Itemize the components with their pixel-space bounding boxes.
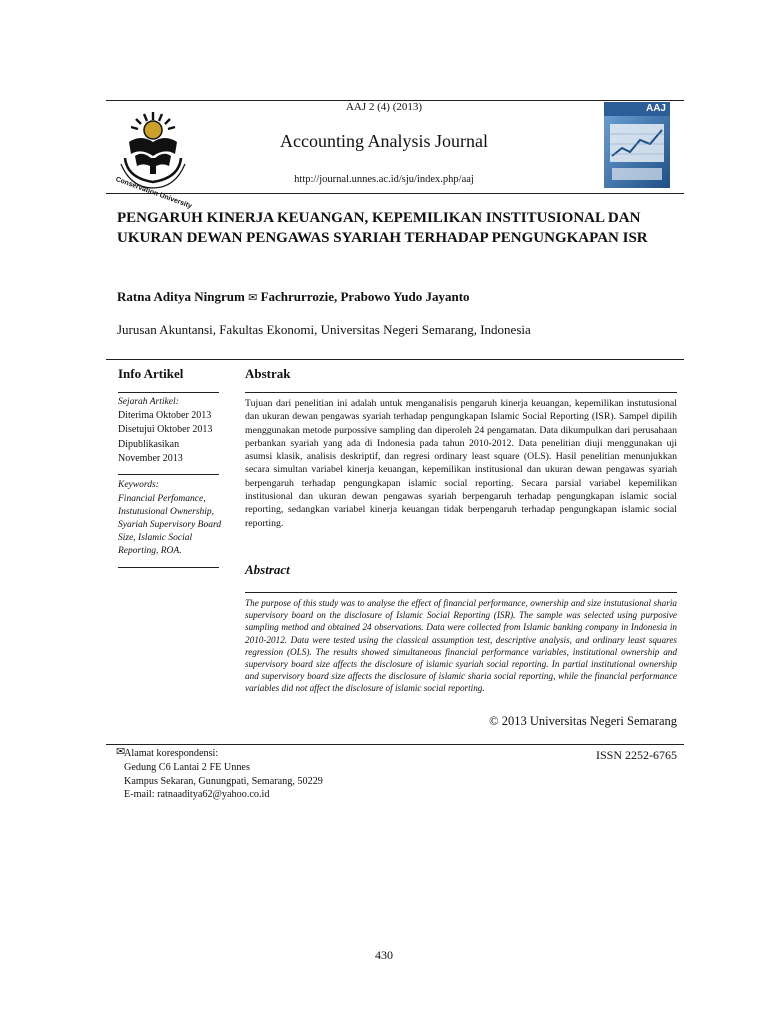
correspondence-label: Alamat korespondensi: (124, 748, 219, 759)
issn: ISSN 2252-6765 (595, 748, 677, 762)
keywords-label: Keywords: (118, 480, 159, 490)
author-primary: Ratna Aditya Ningrum (117, 289, 245, 304)
info-rule-1 (118, 392, 219, 393)
abstrak-heading: Abstrak (245, 366, 291, 381)
footer-rule (106, 744, 684, 745)
abstrak-rule (245, 392, 677, 393)
author-affiliation: Jurusan Akuntansi, Fakultas Ekonomi, Universitas Negeri Semarang, Indonesia (117, 322, 531, 337)
journal-url[interactable]: http://journal.unnes.ac.id/sju/index.php/aaj (294, 174, 474, 185)
university-logo (113, 108, 193, 211)
correspondence-email[interactable]: E-mail: ratnaaditya62@yahoo.co.id (124, 789, 270, 801)
history-list (118, 409, 212, 465)
envelope-icon: ✉ (116, 746, 126, 758)
copyright-line: © 2013 Universitas Negeri Semarang (489, 714, 677, 728)
history-item: Disetujui Oktober 2013 (118, 423, 213, 435)
correspondence-line: Gedung C6 Lantai 2 FE Unnes (124, 761, 250, 773)
history-item: November 2013 (118, 452, 183, 464)
author-others: Fachrurrozie, Prabowo Yudo Jayanto (260, 289, 470, 304)
history-item: Diterima Oktober 2013 (118, 410, 212, 421)
info-rule-3 (118, 567, 219, 568)
article-title: PENGARUH KINERJA KEUANGAN, KEPEMILIKAN INSTITUSIONAL DAN UKURAN DEWAN PENGAWAS SYARIAH TERHADAP PENGUNGKAPAN ISR (117, 210, 648, 246)
page-number: 430 (375, 948, 393, 962)
envelope-icon: ✉ (248, 292, 258, 304)
keywords-text: Financial Perfomance, Instutusional Ownership, Syariah Supervisory Board Size, Islamic Social Reporting, ROA. (118, 494, 222, 556)
section-rule (106, 359, 684, 360)
correspondence-line: Kampus Sekaran, Gunungpati, Semarang, 50229 (124, 775, 323, 787)
correspondence-block (124, 747, 323, 802)
info-heading: Info Artikel (118, 366, 184, 381)
info-rule-2 (118, 474, 219, 475)
university-logo-text: Conservation University (114, 176, 193, 211)
journal-title: Accounting Analysis Journal (280, 131, 488, 151)
abstrak-text: Tujuan dari penelitian ini adalah untuk menganalisis pengaruh kinerja keuangan, kepemilikan instutusional dan ukuran dewan pengawas syariah terhadap pengungkapan Islamic Social Reporting (ISR). Sampel dipilih menggunakan metode purpossive sampling dan diperoleh 24 pengamatan. Data dikumpulkan dari perusahaan perbankan syariah yang ada di Indonesia pada tahun 2010-2012. Data penelitian diuji menggunakan uji asumsi klasik, analisis deskriptif, dan regresi ordinary least square (OLS). Hasil penelitian menunjukkan secara simultan variabel kinerja keuangan, kepemilikan institusional dan ukuran dewan pengawas syariah berpengaruh terhadap pengungkapan islamic social reporting. Secara parsial variabel kepemilikan institusional dan ukuran dewan pengawas syariah berpengaruh terhadap pengungkapan islamic social reporting, sedangkan variabel kinerja keuangan tidak berpengaruh terhadap pengungkapan islamic social reporting. (245, 398, 677, 529)
abstract-text: The purpose of this study was to analyse the effect of financial performance, ownership and size instutusional sharia supervisory board on the disclosure of Islamic Social Reporting (ISR). The sample was selected using purposive sampling method and obtained 24 observations. Data were collected from Islamic banking company in Indonesia in 2010-2012. Data were tested using the classical assumption test, descriptive analysis, and ordinary least squares regression (OLS). The results showed simultaneous financial performance variables, institutional ownership and supervisory board size affects the disclosure of islamic syariah social reporting. In partial institutional ownership and supervisory board size affects the disclosure of islamic sharia social reporting, while the financial performance variables did not affect the disclosure of islamic social reporting. (245, 598, 677, 694)
history-label: Sejarah Artikel: (118, 397, 179, 407)
abstract-heading: Abstract (245, 562, 290, 577)
journal-cover-label: AAJ (645, 103, 666, 114)
journal-cover-image (604, 102, 670, 188)
abstract-rule (245, 592, 677, 593)
author-line (117, 289, 470, 305)
journal-volume: AAJ 2 (4) (2013) (345, 101, 423, 113)
history-item: Dipublikasikan (118, 439, 180, 451)
